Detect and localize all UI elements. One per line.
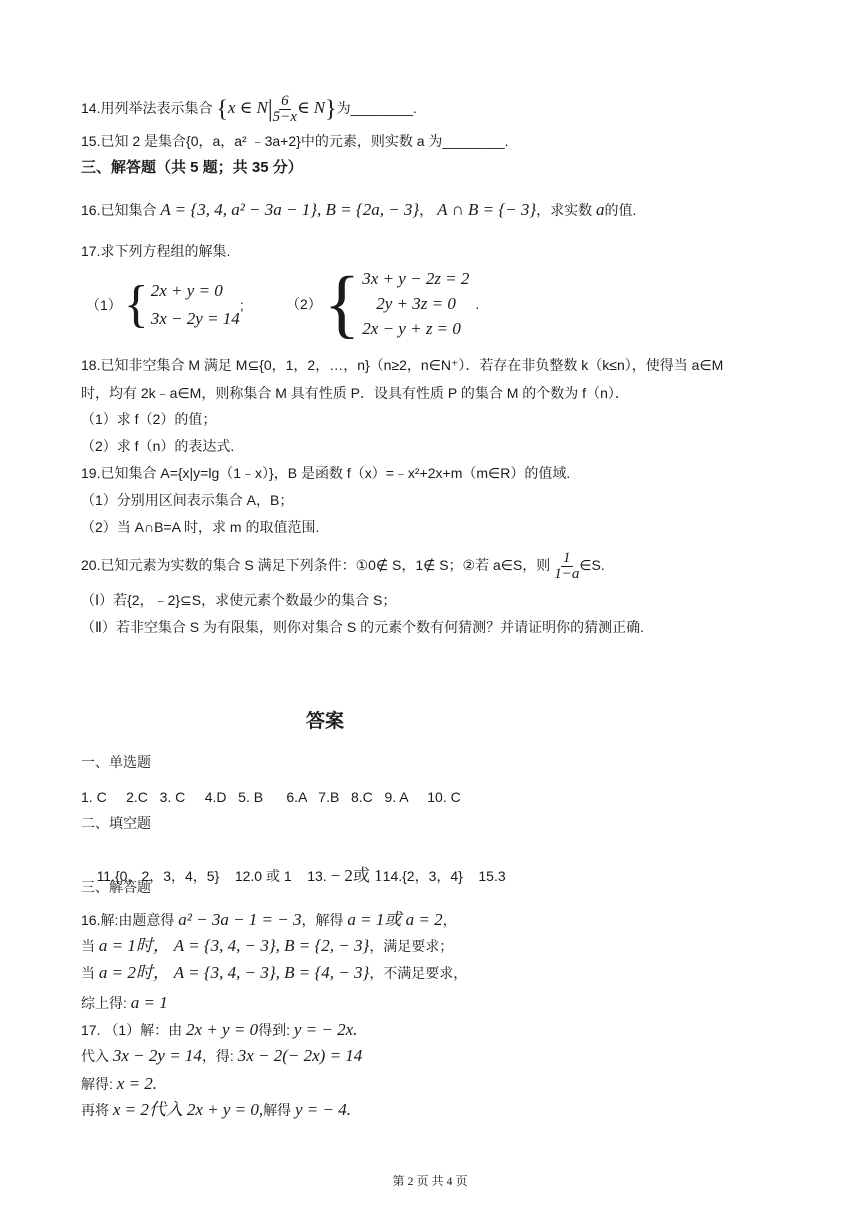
fill-answers-2: 14.{2，3，4} 15.3 <box>382 868 506 884</box>
answer-section-3: 三、解答题 <box>81 879 151 895</box>
a16-4-math: a = 1 <box>130 993 168 1012</box>
a16-1-text2: ，解得 <box>301 912 344 928</box>
system-1-brace: { <box>123 276 149 333</box>
a16-2-end: ，满足要求； <box>369 938 454 954</box>
answer-17-line-3 <box>81 1074 157 1094</box>
a17-4-text2: 解得 <box>263 1102 292 1118</box>
fill-answer-13-math: − 2或 1 <box>330 866 383 885</box>
question-16 <box>81 200 636 220</box>
q20-frac-num: 1 <box>563 550 571 566</box>
a17-4-math2: 2x + y = 0, <box>186 1100 264 1119</box>
page-footer: 第 2 页 共 4 页 <box>392 1174 468 1188</box>
q14-frac-num: 6 <box>281 93 289 109</box>
question-20 <box>81 551 605 582</box>
system-2-row-2: 2y + 3z = 0 <box>376 294 456 313</box>
question-20-part-2: （Ⅱ）若非空集合 S 为有限集，则你对集合 S 的元素个数有何猜测？并请证明你的猜测正确. <box>81 619 645 635</box>
answer-fill-in <box>81 846 506 906</box>
q14-fraction <box>273 94 297 125</box>
answer-17-line-4 <box>81 1100 351 1120</box>
answer-16-line-2 <box>81 936 453 956</box>
q16-sets: A = {3, 4, a² − 3a − 1}, B = {2a, − 3} <box>160 200 420 219</box>
question-14 <box>81 94 417 125</box>
question-17: 17.求下列方程组的解集. <box>81 243 231 259</box>
answer-title: 答案 <box>305 711 344 732</box>
answer-section-1: 一、单选题 <box>81 754 151 770</box>
equation-system-2 <box>286 262 480 346</box>
answer-16-line-4 <box>81 993 168 1013</box>
a17-2-math: 3x − 2y = 14 <box>112 1046 202 1065</box>
a16-2-text: 当 <box>81 938 95 954</box>
q20-frac-den: 1−a <box>554 566 580 582</box>
q14-brace-close: } <box>325 96 337 123</box>
answer-17-line-2 <box>81 1046 362 1066</box>
a16-1-math: a² − 3a − 1 = − 3 <box>178 910 302 929</box>
answer-16-line-3 <box>81 963 467 983</box>
a17-3-text: 解得: <box>81 1076 113 1092</box>
system-2-row-3: 2x − y + z = 0 <box>362 319 461 338</box>
equation-system-1 <box>86 276 244 333</box>
q20-fraction <box>554 551 579 582</box>
a16-3-math: a = 2时， <box>98 963 170 982</box>
system-2-end: . <box>475 296 480 312</box>
a16-2-math: a = 1时， <box>98 936 170 955</box>
a17-3-math: x = 2. <box>116 1074 158 1093</box>
system-1-row-1: 2x + y = 0 <box>150 281 223 300</box>
a17-2-text2: ，得: <box>201 1048 234 1064</box>
answer-16-line-1 <box>81 910 457 930</box>
q14-math-left: x ∈ N <box>227 98 268 118</box>
system-2-row-1: 3x + y − 2z = 2 <box>362 269 470 288</box>
q16-suffix: 的值. <box>604 202 637 218</box>
system-2-label: （2） <box>286 296 322 312</box>
q20-text: 20.已知元素为实数的集合 S 满足下列条件：①0∉ S，1∉ S；②若 a∈S，则 <box>81 557 551 574</box>
answer-section-2: 二、填空题 <box>81 815 151 831</box>
question-19: 19.已知集合 A={x|y=lg（1﹣x）}，B 是函数 f（x）=﹣x²+2x+m（m∈R）的值域. <box>81 465 571 481</box>
a17-1-math: 2x + y = 0 <box>186 1020 259 1039</box>
q16-mid-text: ，求实数 <box>536 202 593 218</box>
section-heading: 三、解答题（共 5 题；共 35 分） <box>81 159 303 176</box>
a16-3-text: 当 <box>81 965 95 981</box>
q16-intersection: A ∩ B = {− 3} <box>437 200 537 219</box>
a17-1-math2: y = − 2x. <box>293 1020 358 1039</box>
question-19-part-1: （1）分别用区间表示集合 A，B； <box>81 492 294 508</box>
system-1-label: （1） <box>86 297 122 313</box>
a16-3-math2: A = {3, 4, − 3}, B = {4, − 3} <box>173 963 370 982</box>
q14-text: 14.用列举法表示集合 <box>81 100 213 117</box>
q14-suffix: 为________. <box>336 100 417 117</box>
system-1-row-2: 3x − 2y = 14 <box>150 309 240 328</box>
question-18-line-1: 18.已知非空集合 M 满足 M⊆{0，1，2，…，n}（n≥2，n∈N⁺）．若存在非负整数 k（k≤n），使得当 a∈M <box>81 357 724 373</box>
answer-multiple-choice: 1. C 2.C 3. C 4.D 5. B 6.A 7.B 8.C 9. A 10. C <box>81 789 461 805</box>
q14-frac-den: 5−x <box>272 109 297 125</box>
question-19-part-2: （2）当 A∩B=A 时，求 m 的取值范围. <box>81 519 320 535</box>
system-1-rows <box>151 280 240 330</box>
q20-suffix: ∈S. <box>579 557 605 574</box>
a16-1-text: 16.解:由题意得 <box>81 912 175 928</box>
question-15: 15.已知 2 是集合{0，a，a² ﹣3a+2}中的元素，则实数 a 为________. <box>81 133 509 149</box>
a16-1-math2: a = 1或 a = 2 <box>347 910 443 929</box>
system-2-brace: { <box>323 262 361 346</box>
a16-4-text: 综上得: <box>81 995 127 1011</box>
a17-1-text2: 得到: <box>258 1022 290 1038</box>
a17-2-math2: 3x − 2(− 2x) = 14 <box>237 1046 363 1065</box>
q16-text: 16.已知集合 <box>81 202 157 218</box>
system-2-rows <box>362 268 469 340</box>
a17-4-text: 再将 <box>81 1102 109 1118</box>
a16-2-math2: A = {3, 4, − 3}, B = {2, − 3} <box>173 936 370 955</box>
a16-1-end: ， <box>442 912 457 928</box>
question-20-part-1: （Ⅰ）若{2，﹣2}⊆S，求使元素个数最少的集合 S； <box>81 592 397 608</box>
question-18-part-2: （2）求 f（n）的表达式. <box>81 438 235 454</box>
question-18-line-2: 时，均有 2k﹣a∈M，则称集合 M 具有性质 P．设具有性质 P 的集合 M 的个数为 f（n）． <box>81 385 629 401</box>
q14-bar: | <box>267 96 273 123</box>
q16-comma: ， <box>419 202 434 218</box>
question-18-part-1: （1）求 f（2）的值； <box>81 411 217 427</box>
q16-variable: a <box>596 200 605 219</box>
a17-4-math: x = 2代入 <box>112 1100 183 1119</box>
q14-brace-open: { <box>216 96 228 123</box>
fill-answers-1: 11.{0，2，3，4，5} 12.0 或 1 13. <box>96 868 331 884</box>
a17-2-text: 代入 <box>81 1048 109 1064</box>
a16-3-end: ，不满足要求， <box>369 965 468 981</box>
a17-4-math3: y = − 4. <box>295 1100 351 1119</box>
q14-math-right: ∈ N <box>296 98 326 118</box>
answer-17-line-1 <box>81 1020 357 1040</box>
system-1-end: ; <box>239 297 244 313</box>
a17-1-text: 17. （1）解：由 <box>81 1022 183 1038</box>
